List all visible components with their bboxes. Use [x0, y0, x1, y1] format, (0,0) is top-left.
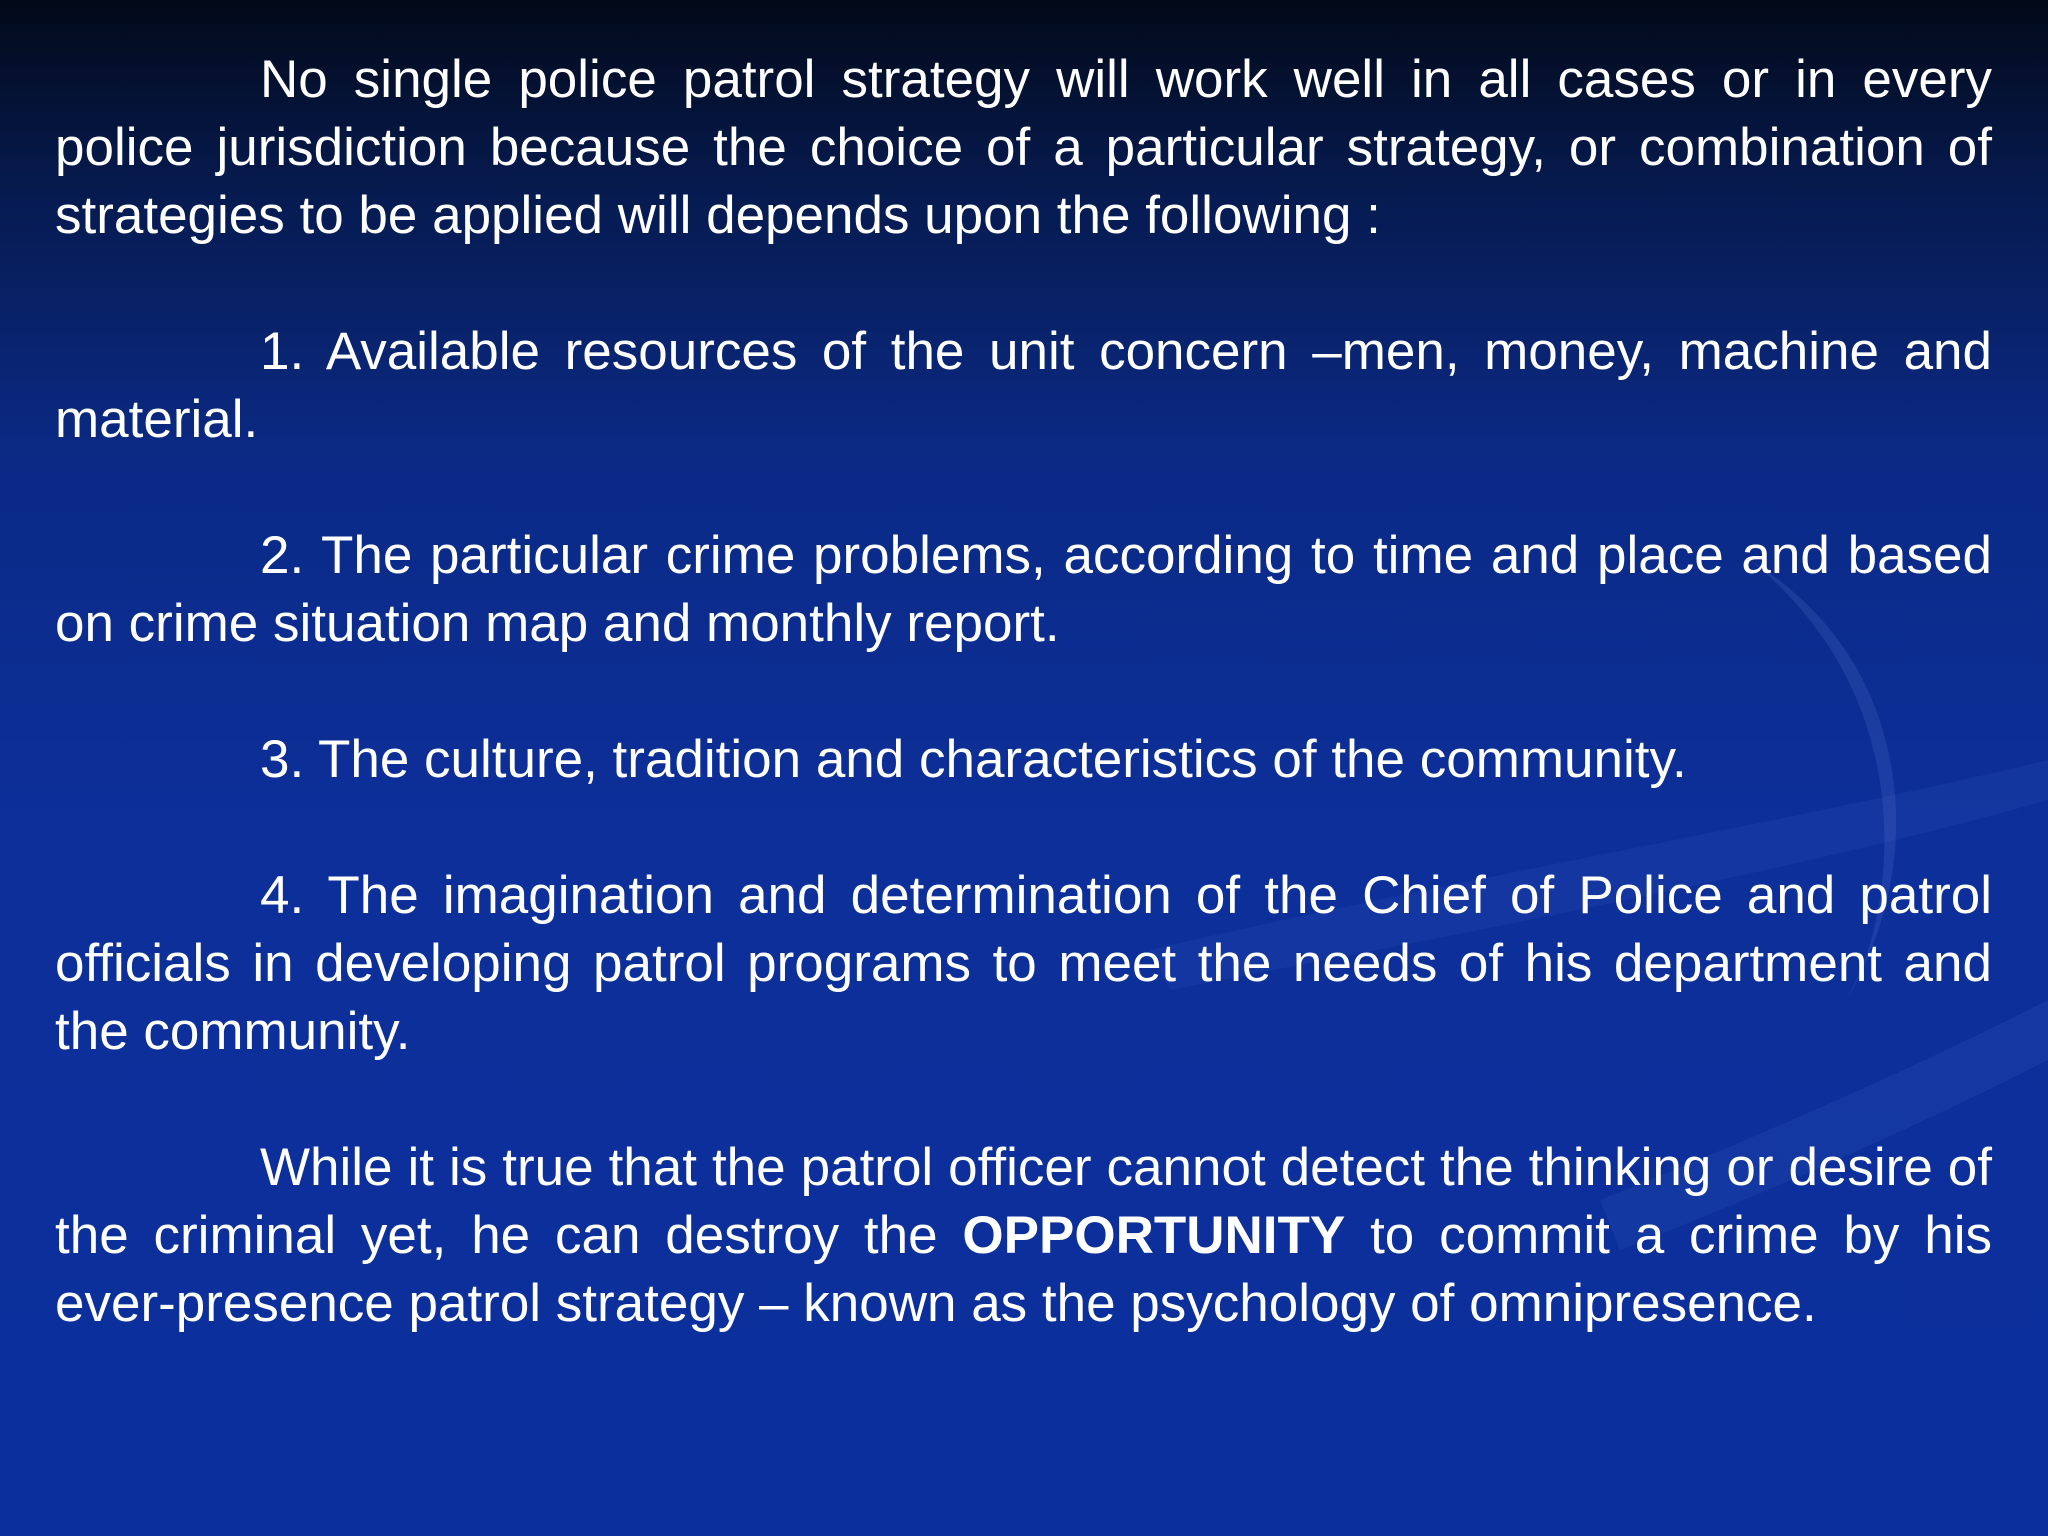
closing-text-before: While it is true that the patrol officer cannot detect the thinking or desire of the criminal yet, he can destroy the [55, 1138, 1992, 1265]
slide-body [55, 46, 1992, 1338]
closing-paragraph [55, 1134, 1992, 1338]
list-item-2: 2. The particular crime problems, according to time and place and based on crime situation map and monthly report. [55, 526, 1992, 653]
list-item-3: 3. The culture, tradition and characteristics of the community. [260, 730, 1687, 789]
closing-emphasis: OPPORTUNITY [962, 1206, 1346, 1265]
list-item-4: 4. The imagination and determination of the Chief of Police and patrol officials in developing patrol programs to meet the needs of his department and the community. [55, 866, 1992, 1061]
intro-paragraph: No single police patrol strategy will work well in all cases or in every police jurisdiction because the choice of a particular strategy, or combination of strategies to be applied will depends upon the following : [55, 50, 1992, 245]
closing-text-after: to commit a crime by his ever-presence patrol strategy – known as the psychology of omnipresence. [55, 1206, 1992, 1333]
list-item-1: 1. Available resources of the unit concern –men, money, machine and material. [55, 322, 1992, 449]
